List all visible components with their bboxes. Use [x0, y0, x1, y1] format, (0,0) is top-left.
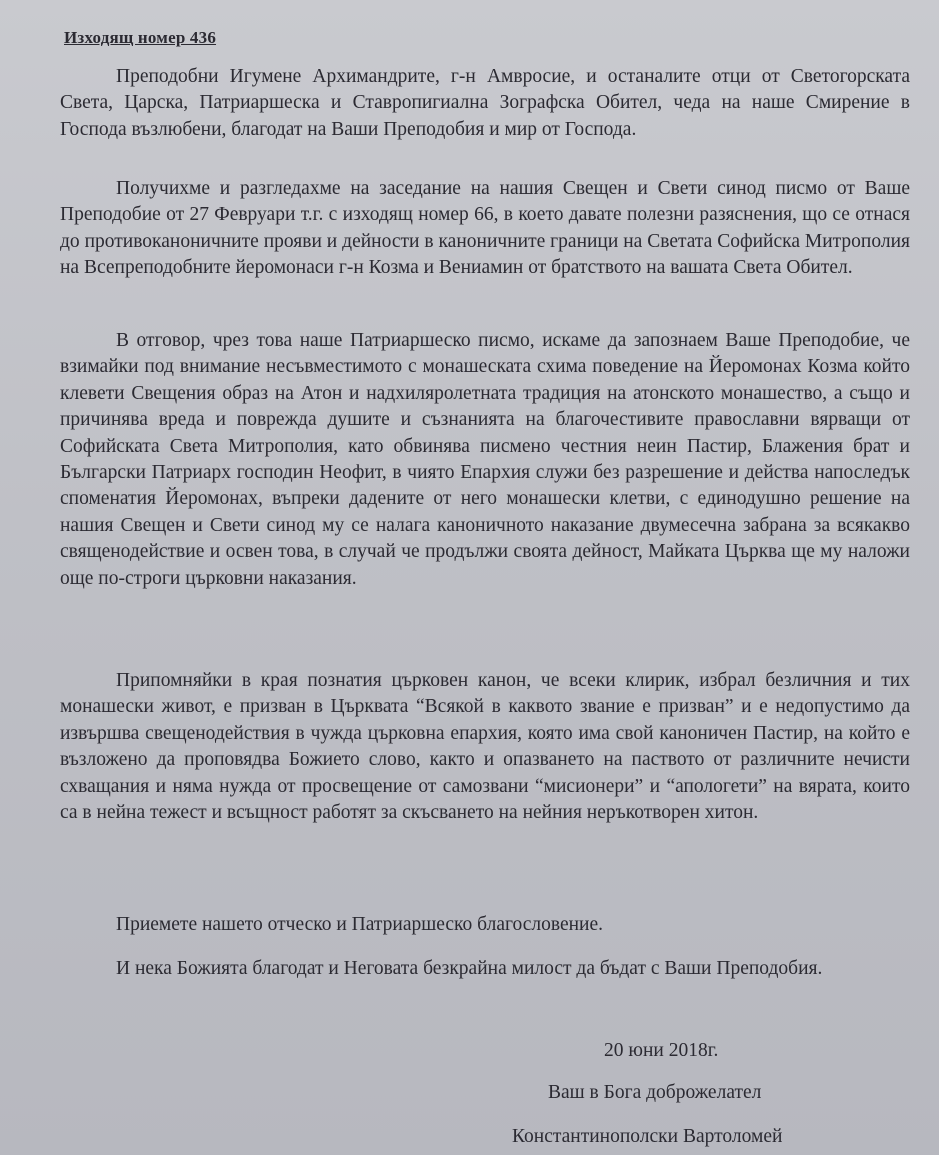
paragraph-blessing: Приемете нашето отческо и Патриаршеско благословение.: [116, 914, 604, 935]
paragraph-received-letter: Получихме и разгледахме на заседание на нашия Свещен и Свети синод писмо от Ваше Преподобие от 27 Февруари т.г. с изходящ номер 66, в което давате полезни разяснения, що се отнася до противоканоничните прояви и дейности в каноничните граници на Светата Софийска Митрополия на Всепреподобните йеромонаси г-н Козма и Вениамин от братството на вашата Света Обител.: [60, 178, 910, 279]
letter-date: 20 юни 2018г.: [604, 1040, 719, 1061]
paragraph-decision: В отговор, чрез това наше Патриаршеско писмо, искаме да запознаем Ваше Преподобие, че взимайки под внимание несъвместимото с монашеската схима поведение на Йеромонах Козма който клевети Свещения образ на Атон и надхиляролетната традиция на атонското монашество, а също и причинява вреда и поврежда душите и съзнанията на благочестивите православни вярващи от Софийската Света Митрополия, като обвинява писмено честния неин Пастир, Блажения брат и Български Патриарх господин Неофит, в чиято Епархия служи без разрешение и действа напоследък споменатия Йеромонах, въпреки дадените от него монашески клетви, с единодушно решение на нашия Свещен и Свети синод му се налага каноничното наказание двумесечна забрана за всякакво священодействие и освен това, в случай че продължи своята дейност, Майката Църква ще му наложи още по-строги църковни наказания.: [60, 330, 910, 589]
paragraph-grace: И нека Божията благодат и Неговата безкрайна милост да бъдат с Ваши Преподобия.: [116, 958, 823, 979]
letter-body: [60, 64, 910, 979]
paragraph-canon: Припомняйки в края познатия църковен канон, че всеки клирик, избрал безличния и тих монашески живот, е призван в Църквата “Всякой в каквото звание е призван” и е недопустимо да извършва свещенодействия в чужда църковна епархия, която има свой каноничен Пастир, на който е възложено да проповядва Божието слово, както и опазването на паството от различните нечисти схващания и няма нужда от просвещение от самозвани “мисионери” и “апологети” на вярата, които са в нейна тежест и всъщност работят за скъсването на нейния неръкотворен хитон.: [60, 670, 910, 824]
paragraph-greeting: Преподобни Игумене Архимандрите, г-н Амвросие, и останалите отци от Светогорската Света, Царска, Патриаршеска и Ставропигиална Зографска Обител, чеда на наше Смирение в Господа възлюбени, благодат на Ваши Преподобия и мир от Господа.: [60, 66, 910, 140]
signature-name: Константинополски Вартоломей: [512, 1126, 783, 1147]
outgoing-number: Изходящ номер 436: [64, 28, 217, 47]
closing-phrase: Ваш в Бога доброжелател: [548, 1082, 762, 1103]
